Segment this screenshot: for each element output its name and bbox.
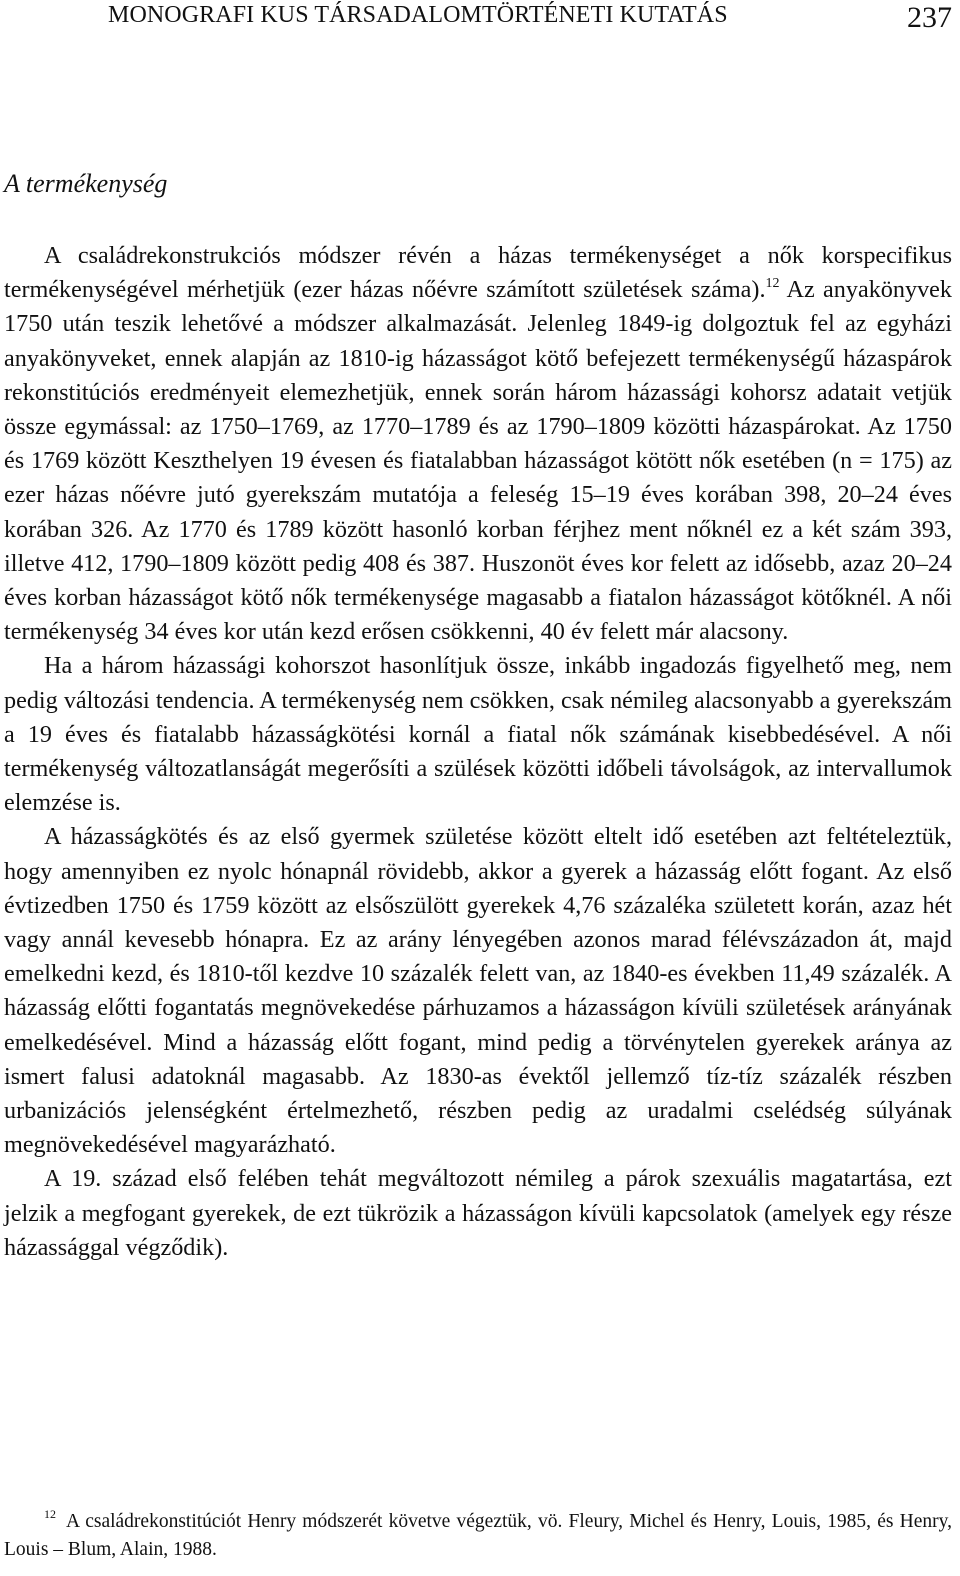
footnote-text: A családrekonstitúciót Henry módszerét követve végeztük, vö. Fleury, Michel és Henry, Louis, 1985, és Henry, Louis – Blum, Alain, 1988. [4,1511,952,1560]
paragraph-1-text-b: Az anyakönyvek 1750 után teszik lehetővé a módszer alkalmazását. Jelenleg 1849-ig dolgoztuk fel az egyházi anyakönyveket, ennek alapján az 1810-ig házasságot kötő befejezett termékenységű házaspárok rekonstitúciós eredményeit elemezhetjük, ennek során három házassági kohorsz adatait vetjük össze egymással: az 1750–1769, az 1770–1789 és az 1790–1809 közötti házaspárokat. Az 1750 és 1769 között Keszthelyen 19 évesen és fiatalabban házasságot kötött nők esetében (n = 175) az ezer házas nőévre jutó gyerekszám mutatója a feleség 15–19 éves korában 398, 20–24 éves korában 326. Az 1770 és 1789 között hasonló korban férjhez ment nőknél ez a két szám 393, illetve 412, 1790–1809 között pedig 408 és 387. Huszonöt éves kor felett az idősebb, azaz 20–24 éves korban házasságot kötő nők termékenysége magasabb a fiatalon házasságot kötőknél. A női termékenység 34 éves kor után kezd erősen csökkenni, 40 év felett már alacsony. [4,276,953,646]
body-text [4,239,952,1265]
section-heading: A termékenység [4,169,168,198]
footnote [4,1508,952,1564]
running-header-title: MONOGRAFI KUS TÁRSADALOMTÖRTÉNETI KUTATÁS [108,2,728,28]
document-page [4,0,952,1576]
footnote-reference[interactable]: 12 [765,276,780,292]
paragraph-1-text-a: A családrekonstrukciós módszer révén a házas termékenységet a nők korspecifikus termékenységével mérhetjük (ezer házas nőévre számított születések száma). [4,242,952,304]
paragraph-2: Ha a három házassági kohorszot hasonlítjuk össze, inkább ingadozás figyelhető meg, nem pedig változási tendencia. A termékenység nem csökken, csak némileg alacsonyabb a gyerekszám a 19 éves és fiatalabb házasságkötési kornál a fiatal nők számának kisebbedésével. A női termékenység változatlanságát megerősíti a szülések közötti időbeli távolságok, az intervallumok elemzése is. [4,652,952,817]
footnote-12 [4,1508,952,1564]
paragraph-4: A 19. század első felében tehát megváltozott némileg a párok szexuális magatartása, ezt jelzik a megfogant gyerekek, de ezt tükrözik a házasságon kívüli kapcsolatok (amelyek egy része házassággal végződik). [4,1165,952,1261]
footnote-number: 12 [44,1507,56,1521]
paragraph-1 [4,239,952,649]
running-header [4,2,952,38]
page-number: 237 [907,1,952,34]
paragraph-3: A házasságkötés és az első gyermek születése között eltelt idő esetében azt feltételeztük, hogy amennyiben ez nyolc hónapnál rövidebb, akkor a gyerek a házasság előtt fogant. Az első évtizedben 1750 és 1759 között az elsőszülött gyerekek 4,76 százaléka született korán, azaz hét vagy annál kevesebb hónapra. Ez az arány lényegében azonos marad félévszázadon át, majd emelkedni kezd, és 1810-től kezdve 10 százalék felett van, az 1840-es években 11,49 százalék. A házasság előtti fogantatás megnövekedése párhuzamos a házasságon kívüli születések arányának emelkedésével. Mind a házasság előtt fogant, mind pedig a törvénytelen gyerekek aránya az ismert falusi adatoknál magasabb. Az 1830-as évektől jellemző tíz-tíz százalék részben urbanizációs jelenségként értelmezhető, részben pedig az uradalmi cselédség súlyának megnövekedésével magyarázható. [4,823,952,1159]
